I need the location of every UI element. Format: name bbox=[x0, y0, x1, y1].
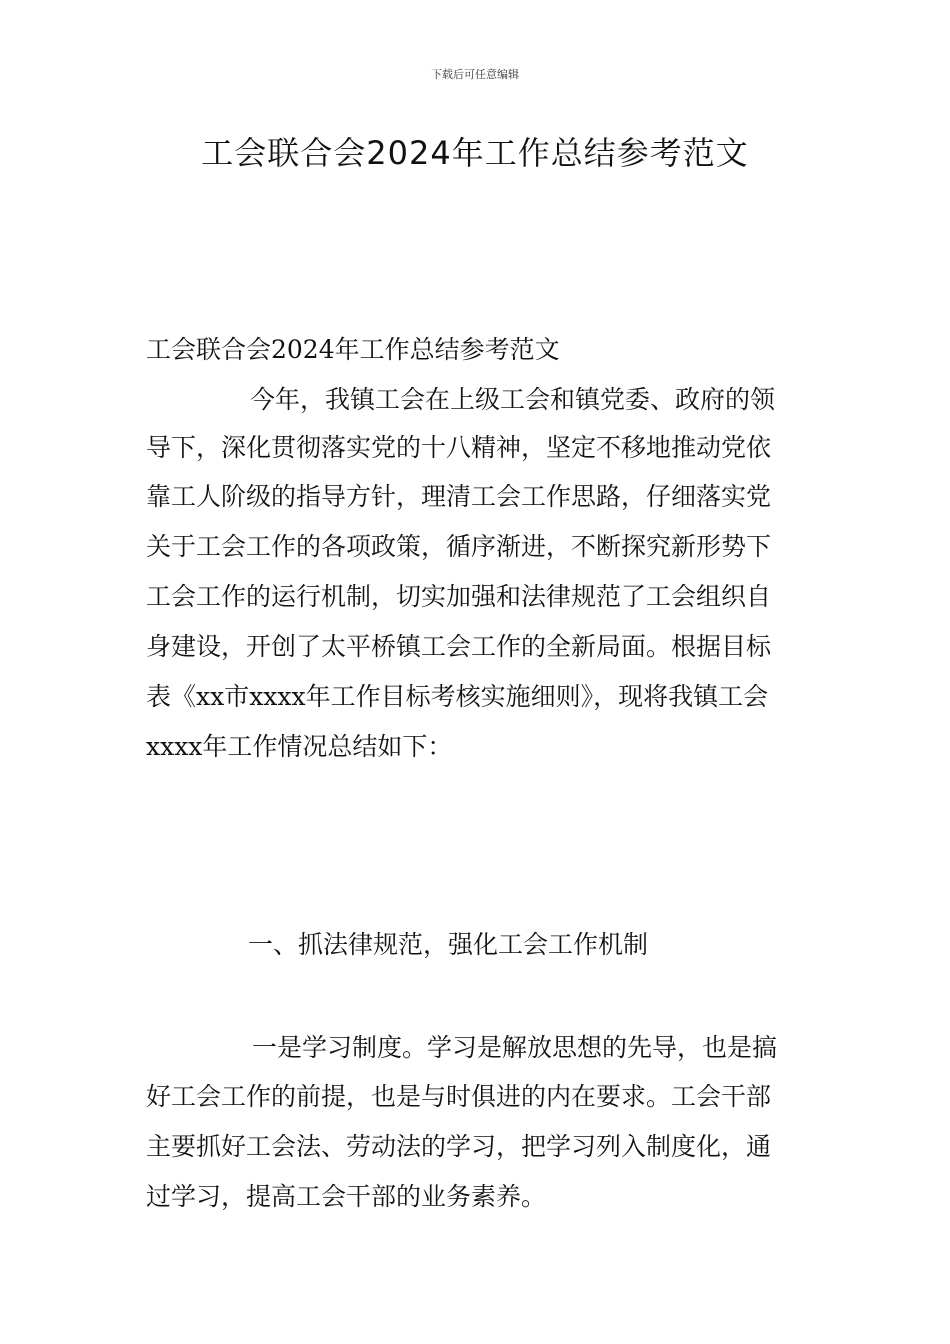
document-title: 工会联合会2024年工作总结参考范文 bbox=[201, 134, 749, 172]
paragraph-line: 关于工会工作的各项政策，循序渐进，不断探究新形势下 bbox=[146, 532, 772, 561]
paragraph-line: 工会工作的运行机制，切实加强和法律规范了工会组织自 bbox=[146, 582, 772, 611]
paragraph-line: 身建设，开创了太平桥镇工会工作的全新局面。根据目标 bbox=[146, 632, 772, 661]
paragraph-line: xxxx年工作情况总结如下： bbox=[146, 732, 453, 761]
section-heading: 一、抓法律规范，强化工会工作机制 bbox=[248, 930, 649, 959]
document-subtitle: 工会联合会2024年工作总结参考范文 bbox=[146, 335, 560, 364]
header-note: 下载后可任意编辑 bbox=[431, 68, 519, 81]
paragraph-line: 今年，我镇工会在上级工会和镇党委、政府的领 bbox=[250, 385, 776, 414]
paragraph-line: 主要抓好工会法、劳动法的学习，把学习列入制度化，通 bbox=[146, 1132, 772, 1161]
paragraph-line: 表《xx市xxxx年工作目标考核实施细则》，现将我镇工会 bbox=[146, 682, 769, 711]
paragraph-line: 过学习，提高工会干部的业务素养。 bbox=[146, 1182, 547, 1211]
paragraph-line: 好工会工作的前提，也是与时俱进的内在要求。工会干部 bbox=[146, 1082, 772, 1111]
paragraph-line: 导下，深化贯彻落实党的十八精神，坚定不移地推动党依 bbox=[146, 433, 772, 462]
paragraph-line: 一是学习制度。学习是解放思想的先导，也是搞 bbox=[252, 1033, 778, 1062]
paragraph-line: 靠工人阶级的指导方针，理清工会工作思路，仔细落实党 bbox=[146, 482, 772, 511]
